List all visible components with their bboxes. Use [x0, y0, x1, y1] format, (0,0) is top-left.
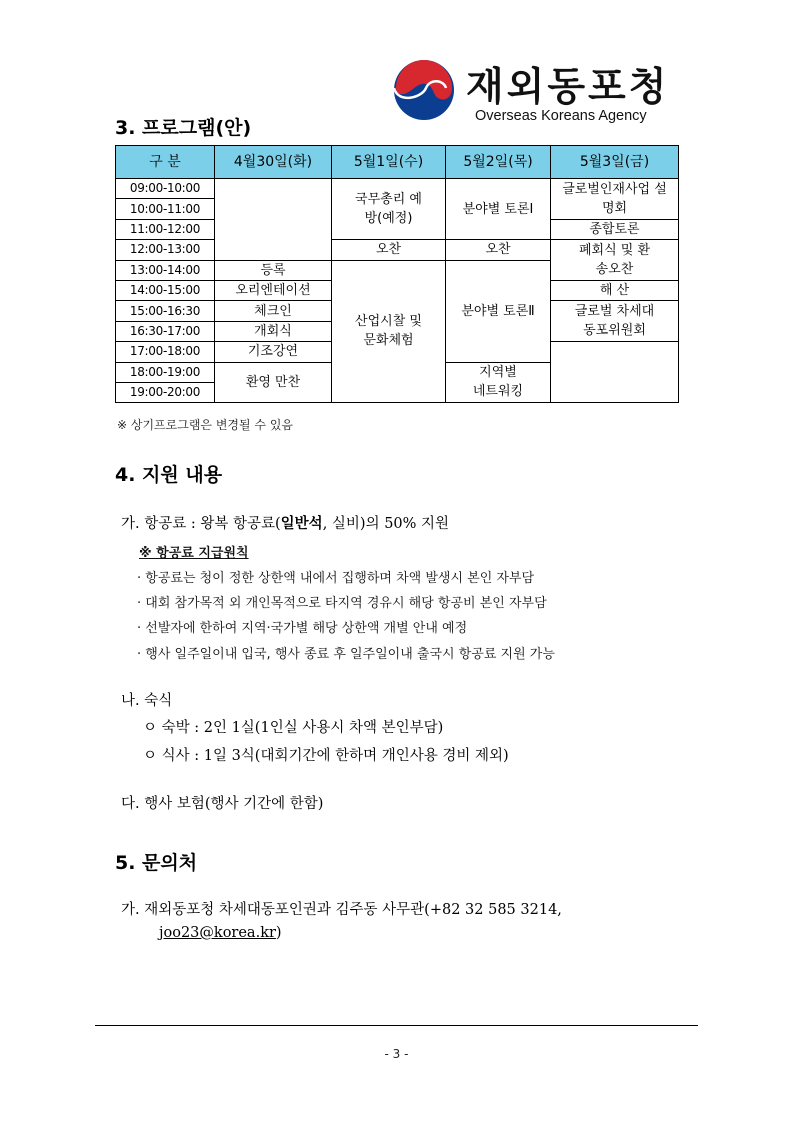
header-apr30: 4월30일(화)	[215, 146, 332, 179]
schedule-cell: 개회식	[215, 321, 332, 341]
table-row	[116, 240, 679, 260]
principle-item: · 행사 일주일이내 입국, 행사 종료 후 일주일이내 출국시 항공료 지원 가능	[137, 647, 555, 662]
airfare-line	[121, 512, 449, 533]
page-number: - 3 -	[384, 1047, 409, 1061]
contact-close-paren: )	[275, 925, 282, 941]
schedule-cell: 오찬	[332, 240, 446, 260]
contact-line: 가. 재외동포청 차세대동포인권과 김주동 사무관(+82 32 585 3214,	[121, 902, 562, 918]
airfare-text: 가. 항공료 : 왕복 항공료(	[121, 516, 281, 532]
time-cell: 12:00-13:00	[116, 240, 215, 260]
agency-logo	[392, 56, 692, 136]
schedule-cell: 오리엔테이션	[215, 280, 332, 300]
schedule-cell: 분야별 토론Ⅰ	[446, 179, 551, 240]
empty-cell	[215, 179, 332, 261]
time-cell: 11:00-12:00	[116, 219, 215, 239]
meals-item: ㅇ 식사 : 1일 3식(대회기간에 한하며 개인사용 경비 제외)	[143, 748, 509, 764]
airfare-economy: 일반석	[280, 516, 323, 532]
schedule-cell: 기조강연	[215, 342, 332, 362]
header-may1: 5월1일(수)	[332, 146, 446, 179]
contact-email-line	[159, 925, 282, 941]
contact-email-link[interactable]: joo23@korea.kr	[159, 925, 276, 941]
schedule-cell: 종합토론	[551, 219, 679, 239]
time-cell: 13:00-14:00	[116, 260, 215, 280]
empty-cell	[551, 342, 679, 403]
header-may2: 5월2일(목)	[446, 146, 551, 179]
principle-item: · 선발자에 한하여 지역·국가별 해당 상한액 개별 안내 예정	[137, 621, 468, 636]
header-may3: 5월3일(금)	[551, 146, 679, 179]
time-cell: 17:00-18:00	[116, 342, 215, 362]
schedule-cell: 환영 만찬	[215, 362, 332, 403]
program-schedule-table	[115, 145, 679, 403]
time-cell: 15:00-16:30	[116, 301, 215, 321]
schedule-cell: 오찬	[446, 240, 551, 260]
time-cell: 19:00-20:00	[116, 382, 215, 402]
agency-name-english: Overseas Koreans Agency	[475, 108, 647, 124]
section5-title: 5. 문의처	[115, 852, 198, 874]
principle-item: · 대회 참가목적 외 개인목적으로 타지역 경유시 해당 항공비 본인 자부담	[137, 596, 547, 611]
program-change-note: ※ 상기프로그램은 변경될 수 있음	[117, 418, 294, 432]
schedule-cell: 등록	[215, 260, 332, 280]
time-cell: 10:00-11:00	[116, 199, 215, 219]
agency-name-korean: 재외동포청	[466, 65, 670, 110]
insurance-line: 다. 행사 보험(행사 기간에 한함)	[121, 796, 324, 812]
header-category: 구 분	[116, 146, 215, 179]
schedule-cell: 글로벌인재사업 설명회	[551, 179, 679, 220]
schedule-cell: 국무총리 예방(예정)	[332, 179, 446, 240]
principle-item: · 항공료는 청이 정한 상한액 내에서 집행하며 차액 발생시 본인 자부담	[137, 571, 535, 586]
lodging-item: ㅇ 숙박 : 2인 1실(1인실 사용시 차액 본인부담)	[143, 720, 444, 736]
schedule-cell: 폐회식 및 환송오찬	[551, 240, 679, 281]
section3-title: 3. 프로그램(안)	[115, 117, 252, 139]
schedule-cell: 지역별 네트워킹	[446, 362, 551, 403]
time-cell: 18:00-19:00	[116, 362, 215, 382]
taegeuk-emblem-icon	[392, 58, 456, 122]
footer-divider	[95, 1025, 698, 1026]
airfare-principle-title: ※ 항공료 지급원칙	[139, 546, 249, 561]
table-header-row	[116, 146, 679, 179]
time-cell: 14:00-15:00	[116, 280, 215, 300]
schedule-cell: 체크인	[215, 301, 332, 321]
airfare-text-suffix: , 실비)의 50% 지원	[322, 516, 450, 532]
section4-title: 4. 지원 내용	[115, 464, 223, 486]
lodging-title: 나. 숙식	[121, 693, 173, 709]
time-cell: 16:30-17:00	[116, 321, 215, 341]
schedule-cell: 해 산	[551, 280, 679, 300]
table-row	[116, 179, 679, 199]
schedule-cell: 글로벌 차세대 동포위원회	[551, 301, 679, 342]
schedule-cell: 산업시찰 및 문화체험	[332, 260, 446, 403]
schedule-cell: 분야별 토론Ⅱ	[446, 260, 551, 362]
time-cell: 09:00-10:00	[116, 179, 215, 199]
